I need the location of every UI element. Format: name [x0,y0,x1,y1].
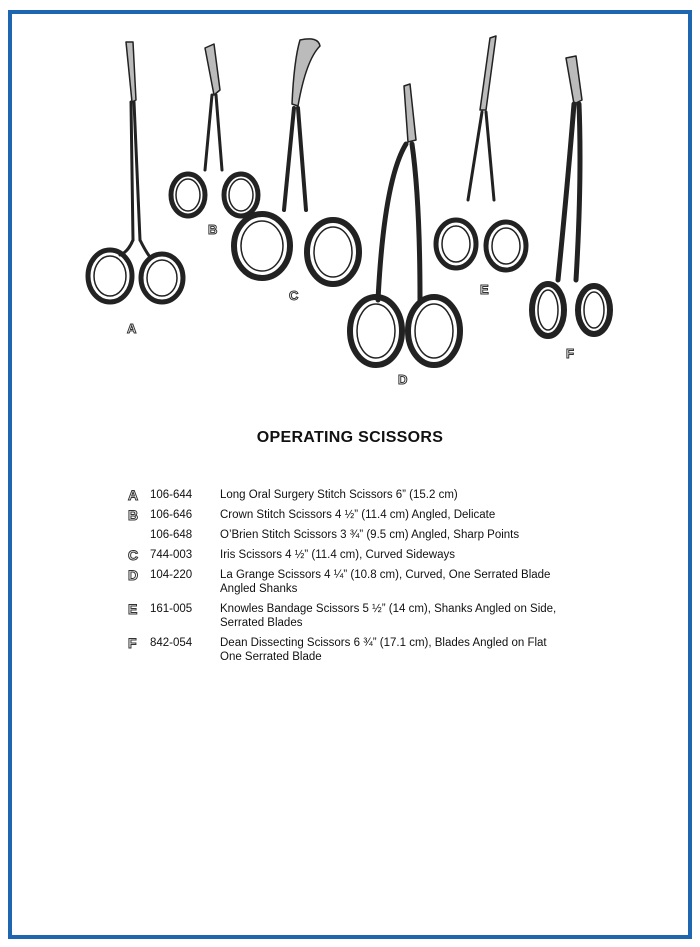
item-letter: D [128,567,139,583]
list-item [128,636,598,664]
item-code: 106-646 [150,509,193,521]
page-title: OPERATING SCISSORS [256,429,444,446]
description-line: Dean Dissecting Scissors 6 ¾” (17.1 cm), Blades Angled on Flat [220,637,547,649]
item-letter: A [128,487,139,503]
item-code: 161-005 [150,603,193,615]
item-description [220,548,598,562]
description-line: La Grange Scissors 4 ¼” (10.8 cm), Curved, One Serrated Blade [220,569,551,581]
list-item [128,528,598,542]
scissors-a-drawing [88,42,183,302]
description-line: Iris Scissors 4 ½” (11.4 cm), Curved Sideways [220,549,455,561]
item-code: 106-648 [150,529,193,541]
figure-label-d: D [398,372,408,387]
scissors-b-drawing [171,44,258,216]
item-letter: C [128,547,139,563]
item-letter: E [128,601,138,617]
list-item [128,508,598,522]
description-line: Knowles Bandage Scissors 5 ½” (14 cm), Shanks Angled on Side, [220,603,557,615]
scissors-e-drawing [436,36,526,270]
scissors-f-drawing [532,56,610,336]
item-code: 842-054 [150,637,193,649]
item-description [220,508,598,522]
item-description [220,602,598,630]
item-description [220,636,598,664]
scissors-c-drawing [234,39,359,284]
figure-label-b: B [208,222,218,237]
item-code: 744-003 [150,549,193,561]
item-description [220,488,598,502]
description-line: O’Brien Stitch Scissors 3 ¾” (9.5 cm) Angled, Sharp Points [220,529,520,541]
list-item [128,488,598,502]
list-item [128,568,598,596]
list-item [128,602,598,630]
scissors-illustration [0,0,700,420]
description-line: Serrated Blades [220,617,303,629]
description-line: Angled Shanks [220,583,298,595]
item-description [220,568,598,596]
figure-label-f: F [566,346,574,361]
scissors-drawing [0,0,700,420]
item-letter: F [128,635,137,651]
item-code: 104-220 [150,569,193,581]
description-line: Crown Stitch Scissors 4 ½” (11.4 cm) Angled, Delicate [220,509,496,521]
item-letter: B [128,507,139,523]
item-description [220,528,598,542]
product-list [128,488,598,664]
figure-label-a: A [127,321,137,336]
list-item [128,548,598,562]
item-letter [128,528,150,542]
item-code: 106-644 [150,489,193,501]
description-line: Long Oral Surgery Stitch Scissors 6” (15.2 cm) [220,489,458,501]
description-line: One Serrated Blade [220,651,322,663]
figure-label-c: C [289,288,299,303]
figure-label-e: E [480,282,489,297]
